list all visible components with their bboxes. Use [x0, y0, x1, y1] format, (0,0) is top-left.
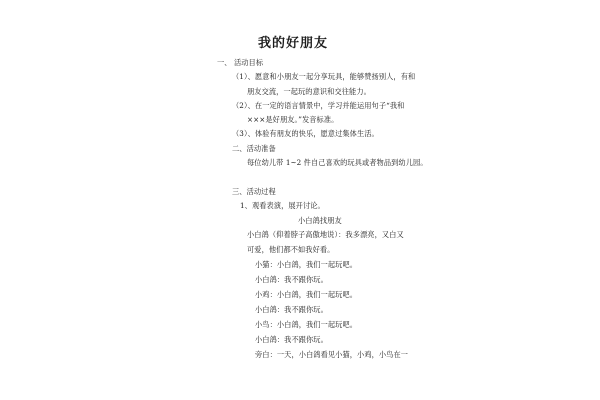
- goal-item-1-line-2: 朋友交流，一起玩的意识和交往能力。: [247, 87, 371, 96]
- story-line-8: 小白鸽：我不跟你玩。: [255, 335, 328, 344]
- story-line-3: 小猫：小白鸽，我们一起玩吧。: [255, 260, 358, 269]
- story-line-6: 小白鸽：我不跟你玩。: [255, 305, 328, 314]
- goal-item-2-line-1: （2）、在一定的语言情景中，学习并能运用句子“我和: [232, 101, 405, 110]
- section-heading-process: 三、活动过程: [232, 187, 276, 196]
- process-step-1: 1、观看表演，展开讨论。: [240, 201, 325, 210]
- story-line-9: 旁白：一天，小白鸽看见小猫，小鸡，小鸟在一: [255, 350, 409, 359]
- section-heading-preparation: 二、活动准备: [232, 144, 276, 153]
- page-title: 我的好朋友: [258, 36, 329, 51]
- goal-item-3: （3）、体验有朋友的快乐，愿意过集体生活。: [232, 129, 379, 138]
- section-heading-goals: 一、 活动目标: [217, 58, 264, 67]
- story-line-2: 可爱，他们都不如我好看。: [247, 245, 335, 254]
- story-line-4: 小白鸽：我不跟你玩。: [255, 275, 328, 284]
- story-title: 小白鸽找朋友: [298, 216, 342, 225]
- goal-item-1-line-1: （1）、愿意和小朋友一起分享玩具，能够赞扬别人，有和: [232, 72, 416, 81]
- story-line-7: 小鸟：小白鸽，我们一起玩吧。: [255, 320, 358, 329]
- story-line-5: 小鸡：小白鸽，我们一起玩吧。: [255, 290, 358, 299]
- story-line-1: 小白鸽（仰着脖子高傲地说）：我多漂亮，又白又: [247, 230, 404, 239]
- preparation-text: 每位幼儿带 1~2 件自己喜欢的玩具或者物品到幼儿园。: [247, 158, 428, 167]
- goal-item-2-line-2: ×××是好朋友。”发音标准。: [247, 115, 339, 124]
